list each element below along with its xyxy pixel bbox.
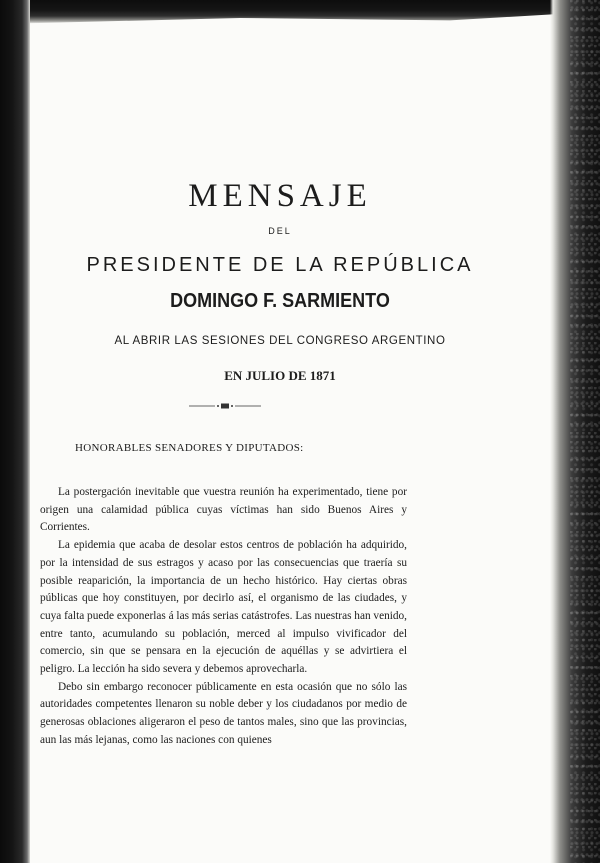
scan-noise xyxy=(570,0,600,863)
ornament-divider-icon xyxy=(189,399,261,413)
scan-border-left xyxy=(0,0,30,863)
title-connector: DEL xyxy=(268,226,292,236)
body-text xyxy=(40,484,407,750)
document-title: MENSAJE xyxy=(188,178,372,214)
scan-border-top xyxy=(0,0,600,24)
president-heading: PRESIDENTE DE LA REPÚBLICA xyxy=(86,254,474,276)
paragraph: Debo sin embargo reconocer públicamente en esta ocasión que no sólo las autoridades competentes llenaron su noble deber y los ciudadanos por medio de generosas oblaciones aligeraron el peso de tantos males, sino que las provincias, aun las más lejanas, como las naciones con quienes xyxy=(40,680,407,746)
occasion-line: AL ABRIR LAS SESIONES DEL CONGRESO ARGENTINO xyxy=(114,335,446,347)
date-line: EN JULIO DE 1871 xyxy=(224,368,336,383)
president-name: DOMINGO F. SARMIENTO xyxy=(170,290,390,312)
paragraph: La postergación inevitable que vuestra reunión ha experimentado, tiene por origen una calamidad pública cuyas víctimas han sido Buenos Aires y Corrientes. xyxy=(40,486,407,534)
paragraph: La epidemia que acaba de desolar estos centros de población ha adquirido, por la intensidad de sus estragos y acaso por las consecuencias que traería su posible reaparición, la importancia de un hecho histórico. Hay ciertas obras públicas que hoy constituyen, por decirlo así, el organismo de las ciudades, y cuya falta puede exponerlas á las más serias catástrofes. Las nuestras han venido, entre tanto, acumulando su población, merced al impulso vivificador del comercio, sin que se pensara en la ejecución de aquéllas y se advirtiera el peligro. La lección ha sido severa y debemos aprovecharla. xyxy=(40,539,408,676)
salutation: HONORABLES SENADORES Y DIPUTADOS: xyxy=(75,442,304,454)
